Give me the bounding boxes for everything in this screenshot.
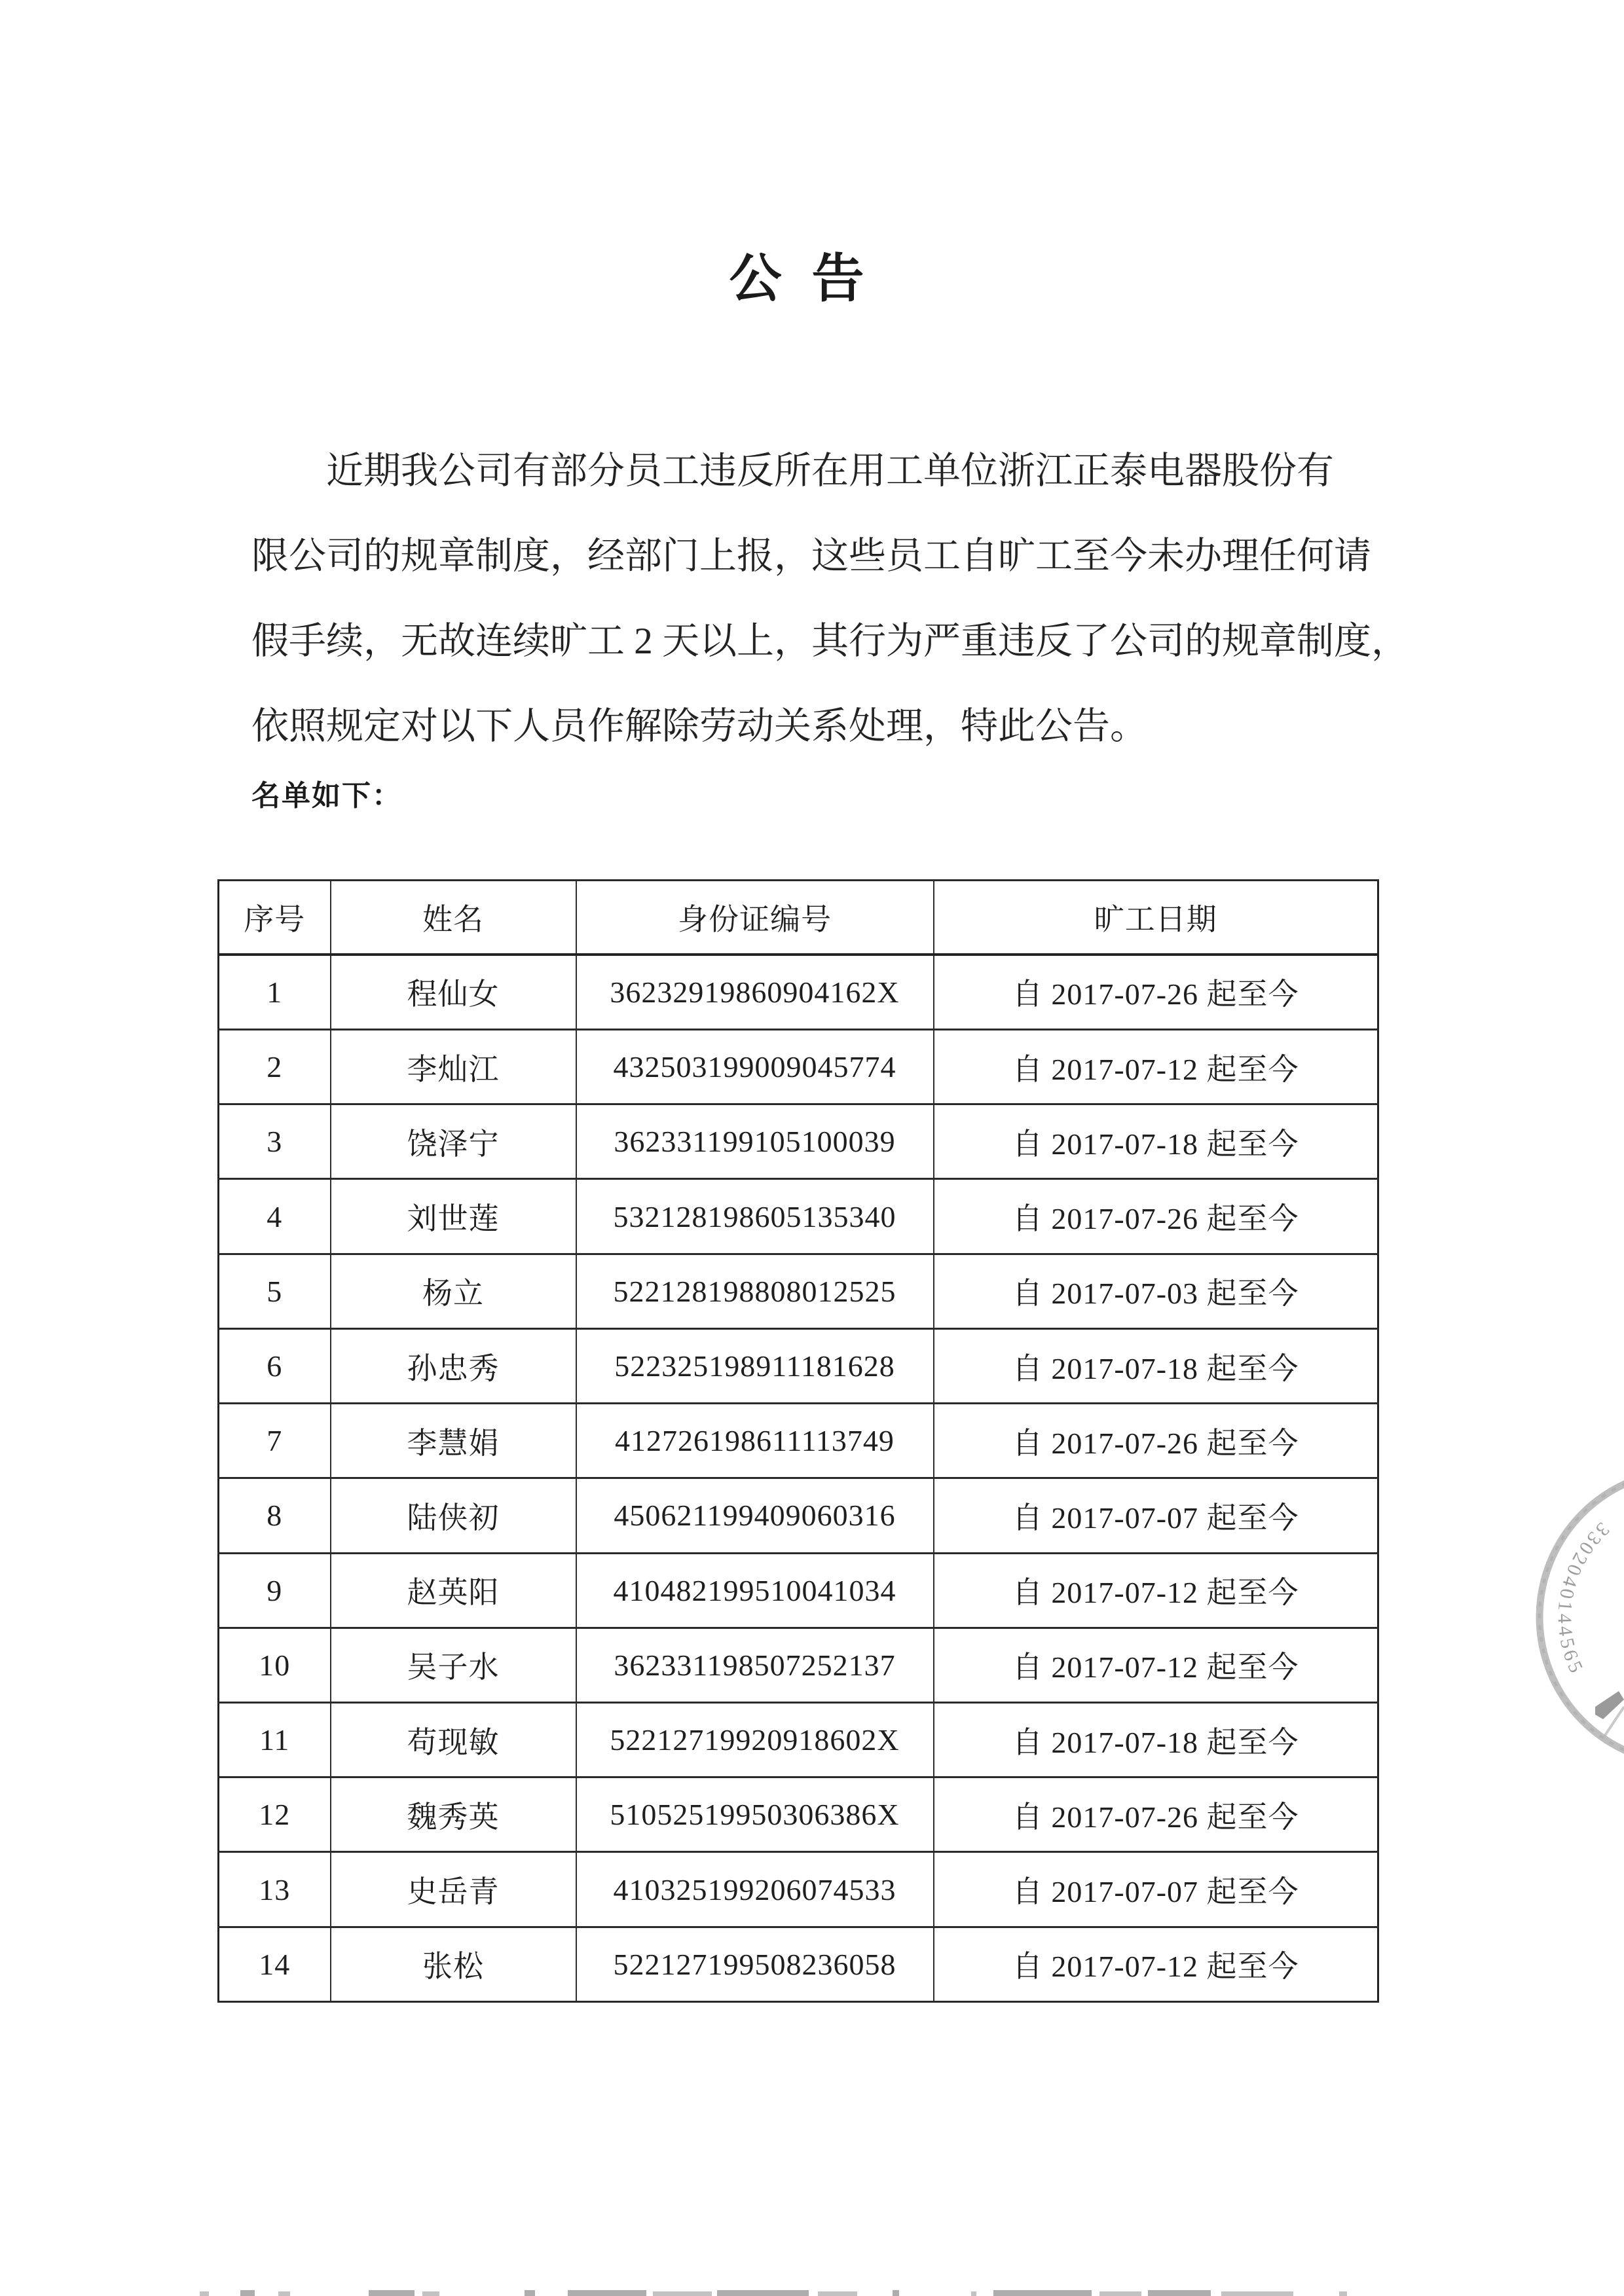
cell-name: 赵英阳: [331, 1553, 576, 1628]
cell-date: 自 2017-07-26 起至今: [934, 1777, 1378, 1852]
table-row: [219, 1328, 1378, 1403]
cell-date: 自 2017-07-26 起至今: [934, 1179, 1378, 1254]
col-header-name: 姓名: [331, 881, 576, 955]
cell-id: 410325199206074533: [576, 1852, 934, 1927]
cell-no: 11: [219, 1703, 331, 1777]
cell-no: 5: [219, 1254, 331, 1328]
paragraph-line: 限公司的规章制度，经部门上报，这些员工自旷工至今未办理任何请: [251, 536, 1371, 577]
absence-table: [217, 879, 1379, 2003]
cell-date: 自 2017-07-12 起至今: [934, 1628, 1378, 1702]
page-edge-scan-artifact: [200, 2289, 1444, 2296]
cell-id: 362331198507252137: [576, 1628, 934, 1702]
cell-name: 李慧娟: [331, 1404, 576, 1478]
table-row: [219, 955, 1378, 1030]
cell-date: 自 2017-07-12 起至今: [934, 1553, 1378, 1628]
cell-name: 陆侠初: [331, 1478, 576, 1553]
cell-id: 450621199409060316: [576, 1478, 934, 1553]
cell-no: 12: [219, 1777, 331, 1852]
table-row: [219, 1553, 1378, 1628]
cell-no: 14: [219, 1927, 331, 2001]
cell-id: 410482199510041034: [576, 1553, 934, 1628]
cell-no: 9: [219, 1553, 331, 1628]
cell-no: 2: [219, 1030, 331, 1104]
cell-name: 魏秀英: [331, 1777, 576, 1852]
table-row: [219, 1254, 1378, 1328]
seal-arc-icon: [1513, 1476, 1624, 1758]
cell-date: 自 2017-07-18 起至今: [934, 1703, 1378, 1777]
cell-id: 532128198605135340: [576, 1179, 934, 1254]
cell-no: 10: [219, 1628, 331, 1702]
cell-name: 史岳青: [331, 1852, 576, 1927]
cell-date: 自 2017-07-26 起至今: [934, 1404, 1378, 1478]
cell-no: 1: [219, 955, 331, 1030]
table-row: [219, 1852, 1378, 1927]
cell-id: 522128198808012525: [576, 1254, 934, 1328]
cell-no: 3: [219, 1104, 331, 1179]
cell-no: 6: [219, 1328, 331, 1403]
cell-date: 自 2017-07-18 起至今: [934, 1104, 1378, 1179]
cell-id: 52212719920918602X: [576, 1703, 934, 1777]
body-paragraph: [251, 429, 1409, 769]
cell-date: 自 2017-07-12 起至今: [934, 1927, 1378, 2001]
paragraph-line: 假手续，无故连续旷工 2 天以上，其行为严重违反了公司的规章制度，: [251, 621, 1409, 662]
table-row: [219, 1703, 1378, 1777]
table-row: [219, 1404, 1378, 1478]
page-title: 公 告: [729, 251, 866, 308]
paragraph-line: 近期我公司有部分员工违反所在用工单位浙江正泰电器股份有: [326, 450, 1334, 492]
cell-no: 8: [219, 1478, 331, 1553]
cell-date: 自 2017-07-12 起至今: [934, 1030, 1378, 1104]
cell-date: 自 2017-07-07 起至今: [934, 1852, 1378, 1927]
cell-date: 自 2017-07-18 起至今: [934, 1328, 1378, 1403]
cell-id: 432503199009045774: [576, 1030, 934, 1104]
table-header-row: [219, 881, 1378, 955]
table-row: [219, 1104, 1378, 1179]
cell-no: 4: [219, 1179, 331, 1254]
cell-name: 杨立: [331, 1254, 576, 1328]
company-seal-stamp: [1513, 1476, 1624, 1758]
cell-name: 张松: [331, 1927, 576, 2001]
col-header-date: 旷工日期: [934, 881, 1378, 955]
seal-serial-number: 3302040144565: [1553, 1518, 1614, 1679]
cell-id: 412726198611113749: [576, 1404, 934, 1478]
cell-name: 苟现敏: [331, 1703, 576, 1777]
col-header-no: 序号: [219, 881, 331, 955]
cell-name: 孙忠秀: [331, 1328, 576, 1403]
cell-id: 522127199508236058: [576, 1927, 934, 2001]
list-intro-label: 名单如下：: [251, 780, 402, 812]
table-row: [219, 1030, 1378, 1104]
cell-no: 7: [219, 1404, 331, 1478]
col-header-id: 身份证编号: [576, 881, 934, 955]
cell-name: 李灿江: [331, 1030, 576, 1104]
table-row: [219, 1179, 1378, 1254]
table-row: [219, 1628, 1378, 1702]
table-row: [219, 1927, 1378, 2001]
paragraph-line: 依照规定对以下人员作解除劳动关系处理，特此公告。: [251, 706, 1147, 747]
cell-name: 吴子水: [331, 1628, 576, 1702]
cell-no: 13: [219, 1852, 331, 1927]
cell-id: 522325198911181628: [576, 1328, 934, 1403]
cell-id: 51052519950306386X: [576, 1777, 934, 1852]
cell-date: 自 2017-07-26 起至今: [934, 955, 1378, 1030]
cell-date: 自 2017-07-03 起至今: [934, 1254, 1378, 1328]
cell-name: 程仙女: [331, 955, 576, 1030]
cell-date: 自 2017-07-07 起至今: [934, 1478, 1378, 1553]
table-row: [219, 1478, 1378, 1553]
cell-id: 36232919860904162X: [576, 955, 934, 1030]
table-row: [219, 1777, 1378, 1852]
cell-name: 饶泽宁: [331, 1104, 576, 1179]
cell-name: 刘世莲: [331, 1179, 576, 1254]
cell-id: 362331199105100039: [576, 1104, 934, 1179]
